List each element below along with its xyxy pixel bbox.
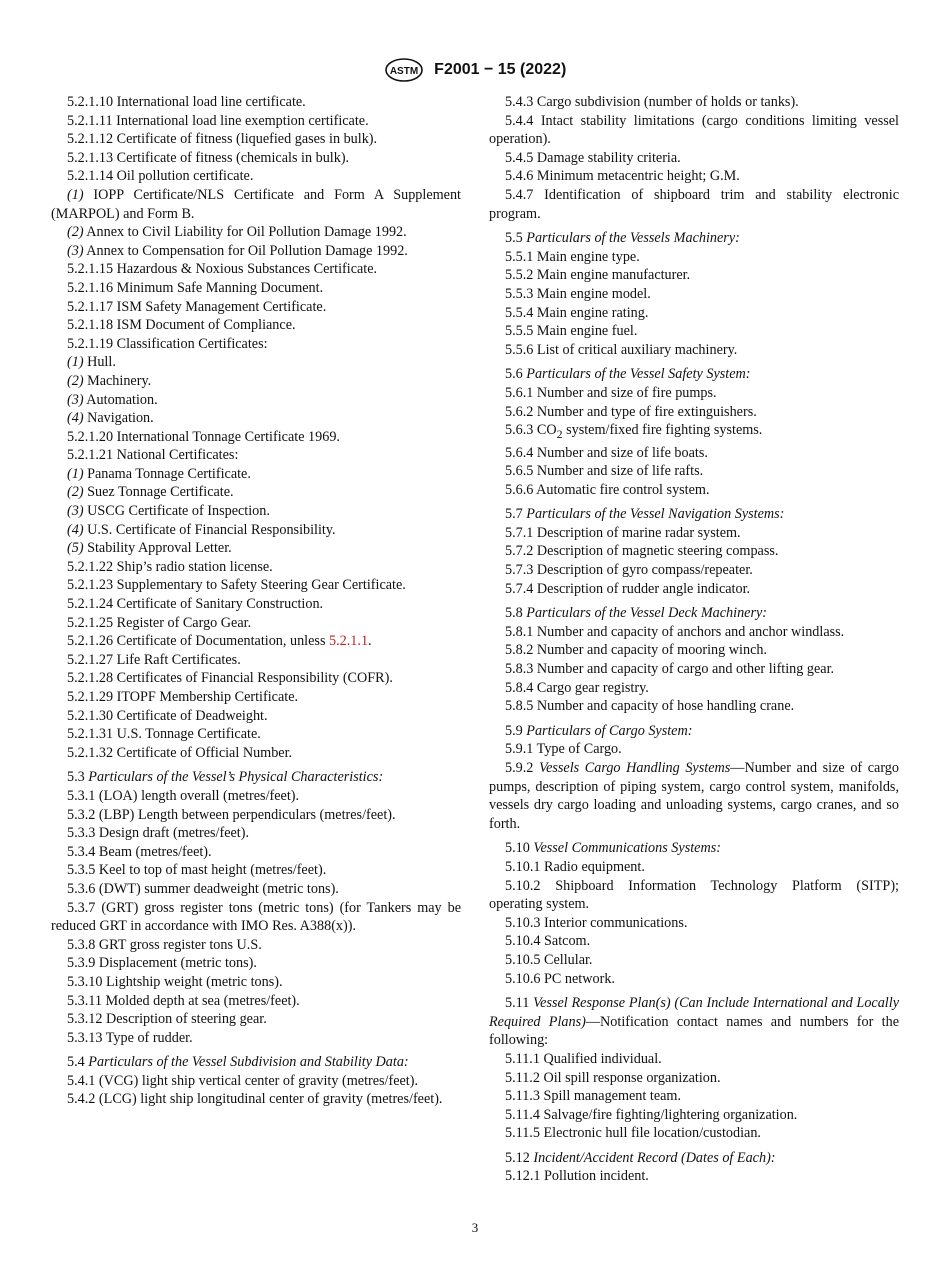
paragraph xyxy=(51,316,461,335)
section-heading: Particulars of the Vessel Subdivision and Stability Data: xyxy=(88,1054,409,1071)
item-text: 5.11.1 Qualified individual. xyxy=(505,1050,662,1067)
section-heading: Particulars of the Vessel Safety System: xyxy=(526,366,751,383)
paragraph xyxy=(489,1149,899,1168)
item-enumerator: (3) xyxy=(67,391,84,408)
item-text: 5.2.1.28 Certificates of Financial Responsibility (COFR). xyxy=(67,670,393,687)
paragraph xyxy=(489,112,899,149)
paragraph xyxy=(51,651,461,670)
item-text: USCG Certificate of Inspection. xyxy=(83,503,270,520)
item-text: 5.11.2 Oil spill response organization. xyxy=(505,1069,721,1086)
svg-text:ASTM: ASTM xyxy=(389,66,418,77)
item-text-continued: —Number and size of cargo pumps, description of piping system, cargo control system, manifolds, vessels dry cargo loading and unloading systems, cargo cranes, and so forth. xyxy=(489,760,899,832)
paragraph xyxy=(489,186,899,223)
item-text: 5.7.2 Description of magnetic steering compass. xyxy=(505,543,779,560)
item-text: Suez Tonnage Certificate. xyxy=(83,484,234,501)
item-enumerator: (4) xyxy=(67,410,84,427)
item-text: 5.8.2 Number and capacity of mooring winch. xyxy=(505,642,768,659)
paragraph xyxy=(51,372,461,391)
item-text: 5.3.7 (GRT) gross register tons (metric tons) (for Tankers may be reduced GRT in accordance with IMO Res. A388(x)). xyxy=(51,899,461,935)
item-text: 5.11.4 Salvage/fire fighting/lightering organization. xyxy=(505,1106,798,1123)
paragraph xyxy=(51,824,461,843)
paragraph xyxy=(51,521,461,540)
item-text: 5.3.3 Design draft (metres/feet). xyxy=(67,825,250,842)
item-text: Navigation. xyxy=(83,410,154,427)
item-text: 5.5 xyxy=(505,230,527,247)
item-text: 5.2.1.13 Certificate of fitness (chemicals in bulk). xyxy=(67,149,350,166)
item-text: 5.11.3 Spill management team. xyxy=(505,1088,681,1105)
paragraph xyxy=(51,93,461,112)
paragraph xyxy=(489,660,899,679)
paragraph xyxy=(51,558,461,577)
paragraph xyxy=(489,914,899,933)
paragraph xyxy=(51,954,461,973)
paragraph xyxy=(51,725,461,744)
paragraph xyxy=(489,1087,899,1106)
document-id: F2001 − 15 (2022) xyxy=(434,61,567,78)
paragraph xyxy=(489,229,899,248)
item-text: 5.2.1.18 ISM Document of Compliance. xyxy=(67,317,296,334)
paragraph xyxy=(51,465,461,484)
item-text: 5.7.4 Description of rudder angle indicator. xyxy=(505,580,751,597)
paragraph xyxy=(489,304,899,323)
item-text: 5.4.7 Identification of shipboard trim and stability electronic program. xyxy=(489,186,899,222)
left-column xyxy=(51,93,461,1109)
paragraph xyxy=(489,1167,899,1186)
paragraph xyxy=(51,1010,461,1029)
astm-logo-icon xyxy=(384,58,424,82)
paragraph xyxy=(51,1029,461,1048)
item-text: 5.4.2 (LCG) light ship longitudinal center of gravity (metres/feet). xyxy=(67,1091,443,1108)
item-text: 5.12 xyxy=(505,1149,534,1166)
paragraph xyxy=(489,462,899,481)
item-text: 5.8.5 Number and capacity of hose handling crane. xyxy=(505,698,795,715)
item-text: 5.3.1 (LOA) length overall (metres/feet). xyxy=(67,787,300,804)
item-text: 5.9 xyxy=(505,722,527,739)
paragraph xyxy=(51,353,461,372)
item-text: 5.10.2 Shipboard Information Technology Platform (SITP); operating system. xyxy=(489,877,899,913)
paragraph xyxy=(489,877,899,914)
paragraph xyxy=(489,322,899,341)
section-heading: Vessel Response Plan(s) (Can Include International and Locally Required Plans) xyxy=(489,995,899,1030)
paragraph xyxy=(489,932,899,951)
item-text: 5.9.1 Type of Cargo. xyxy=(505,741,622,758)
paragraph xyxy=(489,403,899,422)
item-text: Hull. xyxy=(83,354,116,371)
item-text: 5.2.1.23 Supplementary to Safety Steering Gear Certificate. xyxy=(67,577,406,594)
item-text: 5.2.1.26 Certificate of Documentation, unless xyxy=(67,633,330,650)
paragraph xyxy=(51,632,461,651)
item-text: 5.6.6 Automatic fire control system. xyxy=(505,481,710,498)
paragraph xyxy=(489,248,899,267)
section-heading: Vessels Cargo Handling Systems xyxy=(538,760,731,777)
item-text: 5.6.3 CO xyxy=(505,422,557,439)
item-text: 5.3.8 GRT gross register tons U.S. xyxy=(67,936,262,953)
item-enumerator: (1) xyxy=(67,354,84,371)
paragraph xyxy=(51,614,461,633)
paragraph xyxy=(489,285,899,304)
item-text: 5.2.1.25 Register of Cargo Gear. xyxy=(67,614,252,631)
item-text: 5.6.4 Number and size of life boats. xyxy=(505,444,708,461)
item-text: 5.4.5 Damage stability criteria. xyxy=(505,149,681,166)
paragraph xyxy=(51,223,461,242)
paragraph xyxy=(51,112,461,131)
item-text: 5.2.1.11 International load line exemption certificate. xyxy=(67,112,369,129)
item-text: 5.2.1.27 Life Raft Certificates. xyxy=(67,651,241,668)
item-text: 5.7.1 Description of marine radar system. xyxy=(505,524,741,541)
item-enumerator: (3) xyxy=(67,242,84,259)
paragraph xyxy=(51,992,461,1011)
paragraph xyxy=(51,1053,461,1072)
item-enumerator: (1) xyxy=(67,186,84,203)
item-text: 5.10.4 Satcom. xyxy=(505,933,591,950)
section-heading: Vessel Communications Systems: xyxy=(533,840,721,857)
item-text: 5.6 xyxy=(505,366,527,383)
item-text-continued: . xyxy=(368,633,372,650)
paragraph xyxy=(51,186,461,223)
paragraph xyxy=(51,167,461,186)
paragraph xyxy=(489,561,899,580)
item-enumerator: (1) xyxy=(67,465,84,482)
item-text-continued: —Notification contact names and numbers for the following: xyxy=(489,1013,899,1049)
item-text: 5.2.1.21 National Certificates: xyxy=(67,447,239,464)
paragraph xyxy=(51,539,461,558)
paragraph xyxy=(489,341,899,360)
item-text: 5.5.5 Main engine fuel. xyxy=(505,323,638,340)
paragraph xyxy=(51,483,461,502)
paragraph xyxy=(489,542,899,561)
item-text: 5.10.5 Cellular. xyxy=(505,951,593,968)
item-enumerator: (2) xyxy=(67,224,84,241)
item-text: IOPP Certificate/NLS Certificate and Form A Supplement (MARPOL) and Form B. xyxy=(51,186,461,222)
paragraph xyxy=(51,298,461,317)
paragraph xyxy=(51,279,461,298)
paragraph xyxy=(51,669,461,688)
item-text: 5.2.1.14 Oil pollution certificate. xyxy=(67,168,254,185)
item-text: 5.2.1.32 Certificate of Official Number. xyxy=(67,744,293,761)
item-text: 5.2.1.29 ITOPF Membership Certificate. xyxy=(67,689,299,705)
paragraph xyxy=(489,994,899,1050)
item-text: 5.3.12 Description of steering gear. xyxy=(67,1011,267,1028)
paragraph xyxy=(489,1069,899,1088)
item-text: 5.3.2 (LBP) Length between perpendiculars (metres/feet). xyxy=(67,806,396,823)
paragraph xyxy=(51,335,461,354)
paragraph xyxy=(489,679,899,698)
paragraph xyxy=(51,130,461,149)
paragraph xyxy=(489,580,899,599)
paragraph xyxy=(51,688,461,707)
paragraph xyxy=(51,242,461,261)
item-text: 5.11 xyxy=(505,995,534,1012)
paragraph xyxy=(489,481,899,500)
item-text: 5.7 xyxy=(505,506,527,523)
item-text: Automation. xyxy=(83,391,158,408)
item-text: 5.8.3 Number and capacity of cargo and other lifting gear. xyxy=(505,661,835,678)
item-text: 5.4 xyxy=(67,1054,89,1071)
paragraph xyxy=(489,93,899,112)
item-text: 5.8.1 Number and capacity of anchors and anchor windlass. xyxy=(505,623,845,640)
paragraph xyxy=(489,444,899,463)
item-text: Stability Approval Letter. xyxy=(83,540,232,557)
item-text: Machinery. xyxy=(83,372,152,389)
paragraph xyxy=(489,1124,899,1143)
item-text: 5.5.4 Main engine rating. xyxy=(505,304,649,321)
section-heading: Incident/Accident Record (Dates of Each): xyxy=(533,1149,776,1166)
paragraph xyxy=(51,446,461,465)
section-heading: Particulars of the Vessel Deck Machinery: xyxy=(526,605,768,622)
paragraph xyxy=(51,1072,461,1091)
item-text: 5.2.1.31 U.S. Tonnage Certificate. xyxy=(67,726,261,743)
cross-reference-link[interactable]: 5.2.1.1 xyxy=(329,633,369,650)
item-text: 5.6.5 Number and size of life rafts. xyxy=(505,463,704,480)
item-text: 5.3.6 (DWT) summer deadweight (metric tons). xyxy=(67,880,339,897)
paragraph xyxy=(489,759,899,833)
item-text: 5.8 xyxy=(505,605,527,622)
item-text: 5.10.6 PC network. xyxy=(505,970,615,987)
item-enumerator: (3) xyxy=(67,503,84,520)
paragraph xyxy=(489,641,899,660)
item-text: 5.3.9 Displacement (metric tons). xyxy=(67,955,257,972)
item-text: 5.10.3 Interior communications. xyxy=(505,914,688,931)
item-text: 5.7.3 Description of gyro compass/repeater. xyxy=(505,562,753,579)
item-text: 5.2.1.10 International load line certificate. xyxy=(67,94,306,110)
paragraph xyxy=(489,858,899,877)
section-heading: Particulars of the Vessel’s Physical Characteristics: xyxy=(88,769,384,786)
paragraph xyxy=(51,843,461,862)
item-text: Annex to Compensation for Oil Pollution Damage 1992. xyxy=(83,242,408,259)
paragraph xyxy=(489,740,899,759)
paragraph xyxy=(51,391,461,410)
item-text: 5.10 xyxy=(505,840,534,857)
paragraph xyxy=(51,744,461,763)
item-text: 5.5.1 Main engine type. xyxy=(505,248,640,265)
item-text: 5.12.1 Pollution incident. xyxy=(505,1168,649,1185)
paragraph xyxy=(489,623,899,642)
item-text: U.S. Certificate of Financial Responsibility. xyxy=(83,521,336,538)
paragraph xyxy=(51,260,461,279)
item-text-continued: system/fixed fire fighting systems. xyxy=(562,422,763,439)
paragraph xyxy=(489,384,899,403)
item-text: 5.5.6 List of critical auxiliary machinery. xyxy=(505,341,738,358)
item-text: 5.11.5 Electronic hull file location/custodian. xyxy=(505,1125,761,1142)
paragraph xyxy=(489,951,899,970)
paragraph xyxy=(489,365,899,384)
item-enumerator: (4) xyxy=(67,521,84,538)
paragraph xyxy=(51,899,461,936)
paragraph xyxy=(51,861,461,880)
item-text: 5.6.2 Number and type of fire extinguishers. xyxy=(505,403,757,420)
item-text: 5.2.1.22 Ship’s radio station license. xyxy=(67,558,273,575)
paragraph xyxy=(51,806,461,825)
subscript: 2 xyxy=(556,426,563,441)
item-text: 5.2.1.20 International Tonnage Certificate 1969. xyxy=(67,428,340,445)
paragraph xyxy=(489,1050,899,1069)
section-heading: Particulars of the Vessels Machinery: xyxy=(526,230,740,247)
item-text: 5.3.10 Lightship weight (metric tons). xyxy=(67,973,283,990)
section-heading: Particulars of Cargo System: xyxy=(526,722,693,739)
item-text: 5.2.1.16 Minimum Safe Manning Document. xyxy=(67,279,324,296)
right-column xyxy=(489,93,899,1186)
item-text: 5.3 xyxy=(67,769,89,786)
paragraph xyxy=(51,576,461,595)
item-text: 5.6.1 Number and size of fire pumps. xyxy=(505,384,717,401)
item-enumerator: (2) xyxy=(67,372,84,389)
item-text: 5.5.2 Main engine manufacturer. xyxy=(505,267,691,284)
paragraph xyxy=(489,1106,899,1125)
item-text: 5.4.4 Intact stability limitations (cargo conditions limiting vessel operation). xyxy=(489,112,899,148)
item-text: Annex to Civil Liability for Oil Pollution Damage 1992. xyxy=(83,224,407,241)
paragraph xyxy=(489,421,899,443)
item-text: 5.9.2 xyxy=(505,760,539,777)
paragraph xyxy=(51,595,461,614)
item-enumerator: (2) xyxy=(67,484,84,501)
paragraph xyxy=(51,973,461,992)
paragraph xyxy=(51,880,461,899)
paragraph xyxy=(51,707,461,726)
paragraph xyxy=(51,768,461,787)
paragraph xyxy=(51,787,461,806)
item-text: 5.2.1.15 Hazardous & Noxious Substances Certificate. xyxy=(67,261,378,278)
item-text: 5.3.11 Molded depth at sea (metres/feet). xyxy=(67,992,300,1009)
paragraph xyxy=(489,604,899,623)
paragraph xyxy=(51,502,461,521)
paragraph xyxy=(489,149,899,168)
paragraph xyxy=(51,409,461,428)
item-text: 5.4.3 Cargo subdivision (number of holds or tanks). xyxy=(505,94,799,110)
item-text: 5.4.6 Minimum metacentric height; G.M. xyxy=(505,168,740,185)
item-text: 5.4.1 (VCG) light ship vertical center of gravity (metres/feet). xyxy=(67,1072,419,1089)
item-text: 5.8.4 Cargo gear registry. xyxy=(505,679,649,696)
item-text: 5.2.1.12 Certificate of fitness (liquefied gases in bulk). xyxy=(67,131,378,148)
page-number: 3 xyxy=(471,1220,479,1235)
item-text: Panama Tonnage Certificate. xyxy=(83,465,251,482)
item-enumerator: (5) xyxy=(67,540,84,557)
item-text: 5.3.5 Keel to top of mast height (metres/feet). xyxy=(67,862,327,879)
paragraph xyxy=(489,970,899,989)
item-text: 5.2.1.24 Certificate of Sanitary Construction. xyxy=(67,596,324,613)
paragraph xyxy=(51,428,461,447)
paragraph xyxy=(51,149,461,168)
paragraph xyxy=(489,505,899,524)
item-text: 5.3.13 Type of rudder. xyxy=(67,1029,193,1046)
item-text: 5.2.1.19 Classification Certificates: xyxy=(67,335,268,352)
item-text: 5.2.1.30 Certificate of Deadweight. xyxy=(67,707,268,724)
paragraph xyxy=(489,722,899,741)
section-heading: Particulars of the Vessel Navigation Systems: xyxy=(526,506,785,523)
paragraph xyxy=(489,167,899,186)
paragraph xyxy=(489,839,899,858)
item-text: 5.5.3 Main engine model. xyxy=(505,285,651,302)
page-header xyxy=(0,58,950,82)
paragraph xyxy=(51,936,461,955)
paragraph xyxy=(489,524,899,543)
item-text: 5.10.1 Radio equipment. xyxy=(505,858,645,875)
item-text: 5.2.1.17 ISM Safety Management Certificate. xyxy=(67,298,327,315)
item-text: 5.3.4 Beam (metres/feet). xyxy=(67,843,212,860)
paragraph xyxy=(489,697,899,716)
paragraph xyxy=(51,1090,461,1109)
paragraph xyxy=(489,266,899,285)
